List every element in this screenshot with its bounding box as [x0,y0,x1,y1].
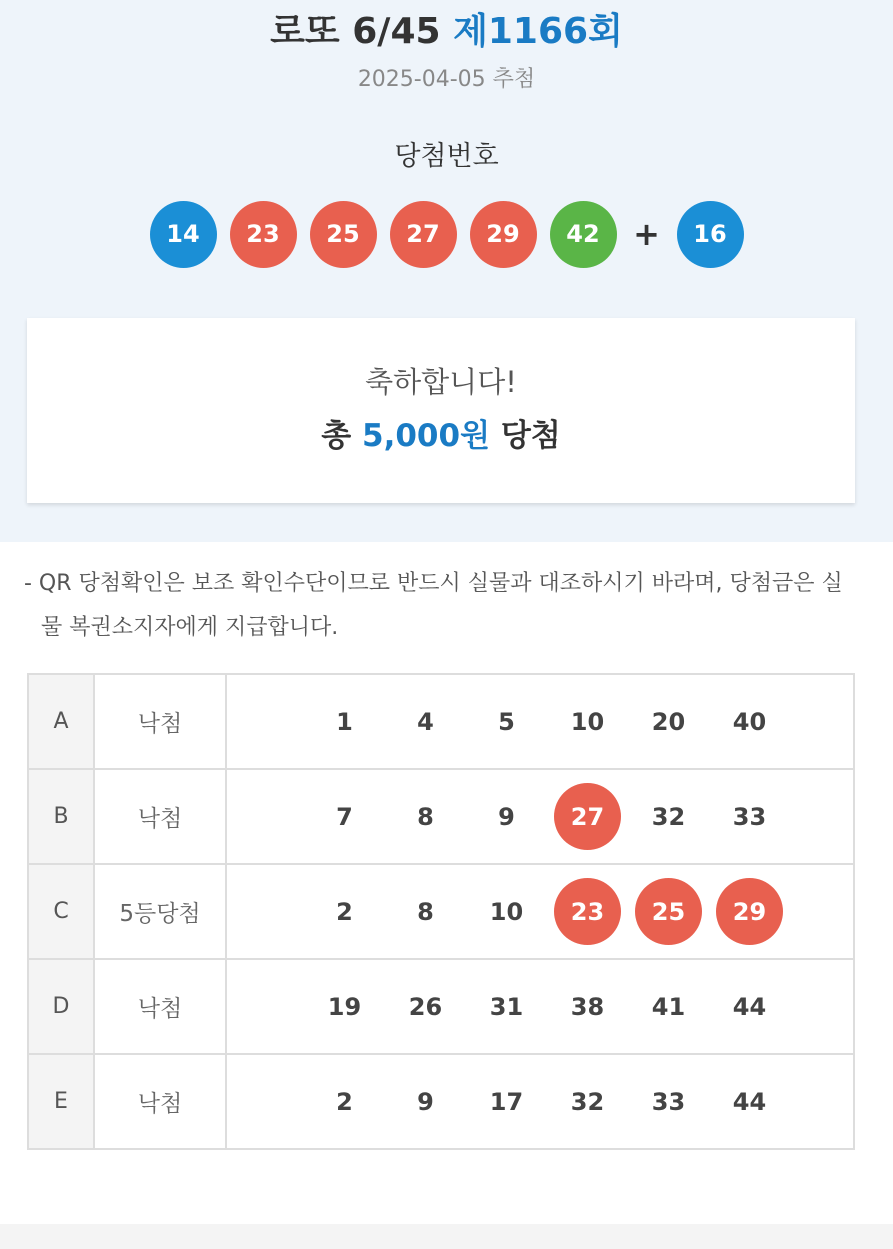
winning-ball: 27 [390,201,457,268]
game-number [304,1068,385,1135]
winning-ball: 25 [310,201,377,268]
game-id: A [28,674,94,769]
game-number-value: 19 [327,992,362,1021]
winning-numbers [0,200,893,268]
game-number-value: 17 [489,1087,524,1116]
game-number [304,878,385,945]
qr-notice [24,562,854,650]
game-number-value: 40 [732,707,767,736]
matched-number [628,878,709,945]
game-number [385,783,466,850]
game-number [304,973,385,1040]
game-number [466,973,547,1040]
game-number [547,973,628,1040]
matched-number-value: 29 [716,878,783,945]
notice-line-2: 물 복권소지자에게 지급합니다. [41,615,339,640]
lotto-name: 로또 6/45 [270,11,441,52]
game-number-value: 10 [570,707,605,736]
winning-ball: 23 [230,201,297,268]
total-suffix: 당첨 [500,418,561,454]
game-number [466,1068,547,1135]
game-number [304,783,385,850]
game-number [466,783,547,850]
game-number [628,783,709,850]
game-number-value: 10 [489,897,524,926]
game-id: C [28,864,94,959]
game-numbers [226,769,854,864]
game-number-value: 32 [570,1087,605,1116]
game-id: E [28,1054,94,1149]
game-number-value: 41 [651,992,686,1021]
game-number [628,688,709,755]
game-number [466,878,547,945]
game-number [304,688,385,755]
game-row [28,769,854,864]
game-row [28,864,854,959]
total-amount: 5,000원 [362,418,491,454]
matched-number-value: 23 [554,878,621,945]
game-number-value: 26 [408,992,443,1021]
game-number-value: 20 [651,707,686,736]
game-number [385,973,466,1040]
game-number [385,1068,466,1135]
winning-ball: 29 [470,201,537,268]
matched-number [547,878,628,945]
game-result: 낙첨 [94,674,226,769]
footer-bar [0,1224,893,1249]
game-row [28,1054,854,1149]
game-number-value: 9 [498,802,515,831]
game-number [709,973,790,1040]
matched-number [547,783,628,850]
game-number [709,1068,790,1135]
game-number-value: 5 [498,707,515,736]
games-table [27,673,855,1150]
plus-sign: + [633,215,660,253]
game-number [709,688,790,755]
game-number [547,688,628,755]
game-number-value: 1 [336,707,353,736]
game-number-value: 33 [651,1087,686,1116]
game-number [466,688,547,755]
game-numbers [226,1054,854,1149]
game-number [385,688,466,755]
game-number-value: 33 [732,802,767,831]
game-number-value: 2 [336,897,353,926]
game-number-value: 9 [417,1087,434,1116]
game-number-value: 44 [732,992,767,1021]
game-result: 5등당첨 [94,864,226,959]
page-title [0,8,893,56]
draw-summary-section [0,0,893,542]
game-id: D [28,959,94,1054]
game-result: 낙첨 [94,769,226,864]
game-id: B [28,769,94,864]
round-number: 제1166회 [453,11,623,52]
game-numbers [226,959,854,1054]
game-number-value: 2 [336,1087,353,1116]
winning-ball: 42 [550,201,617,268]
game-number [385,878,466,945]
draw-date: 2025-04-05 추첨 [357,67,536,92]
game-number-value: 7 [336,802,353,831]
game-number [628,973,709,1040]
game-numbers [226,674,854,769]
game-row [28,674,854,769]
game-numbers [226,864,854,959]
matched-number [709,878,790,945]
bonus-ball: 16 [677,201,744,268]
game-row [28,959,854,1054]
total-prize [27,414,855,458]
result-card [27,318,855,503]
game-number-value: 4 [417,707,434,736]
game-number-value: 8 [417,897,434,926]
game-number [547,1068,628,1135]
game-number-value: 8 [417,802,434,831]
game-number-value: 32 [651,802,686,831]
game-result: 낙첨 [94,959,226,1054]
notice-line-1: - QR 당첨확인은 보조 확인수단이므로 반드시 실물과 대조하시기 바라며, 당첨금은 실 [24,571,843,596]
game-result: 낙첨 [94,1054,226,1149]
game-number [709,783,790,850]
game-number-value: 31 [489,992,524,1021]
game-number [628,1068,709,1135]
total-prefix: 총 [321,418,352,454]
winning-numbers-label: 당첨번호 [394,141,499,172]
game-number-value: 38 [570,992,605,1021]
matched-number-value: 25 [635,878,702,945]
matched-number-value: 27 [554,783,621,850]
congrats-message: 축하합니다! [365,365,517,399]
game-number-value: 44 [732,1087,767,1116]
winning-ball: 14 [150,201,217,268]
